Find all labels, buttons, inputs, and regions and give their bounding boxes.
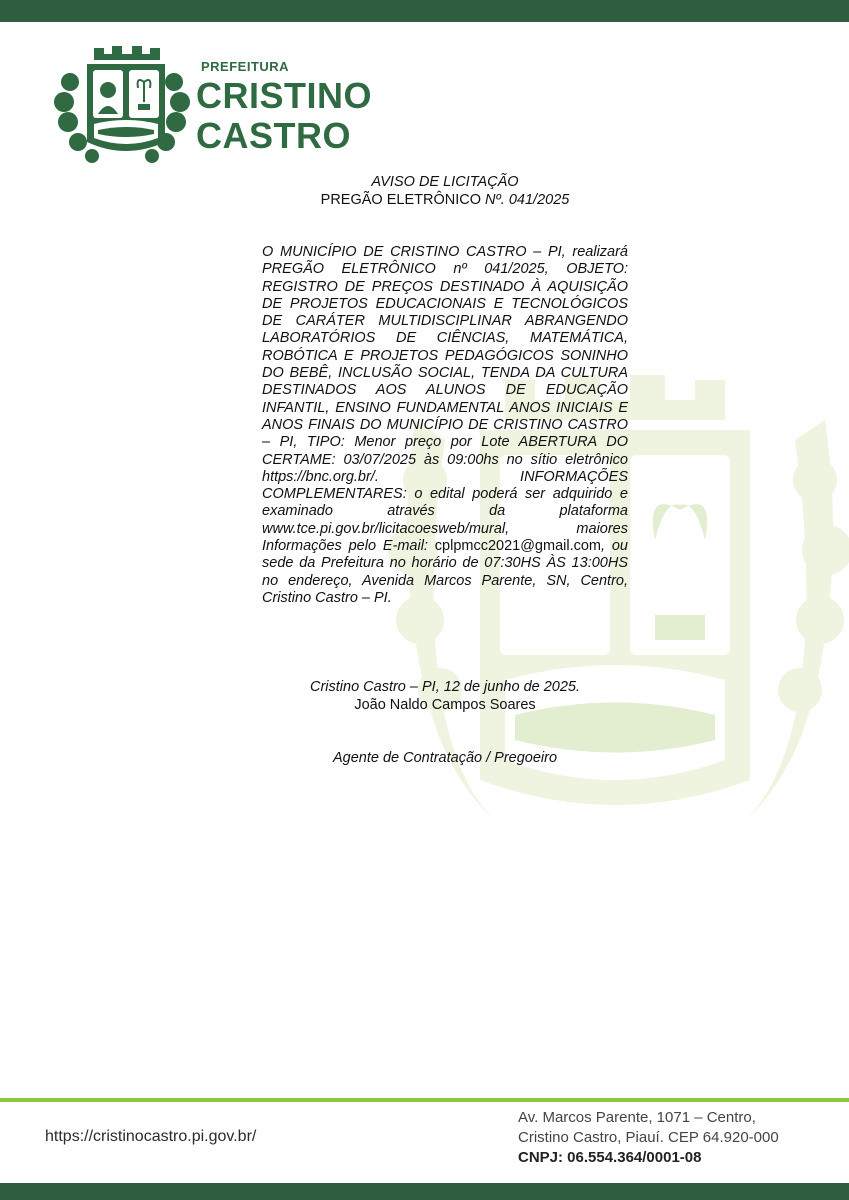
footer-address [518, 1108, 779, 1168]
notice-body [262, 244, 628, 607]
notice-subtitle [250, 191, 640, 209]
notice-email: cplpmcc2021@gmail.com [434, 538, 602, 555]
footer-address-line2: Cristino Castro, Piauí. CEP 64.920-000 [518, 1129, 779, 1146]
logo-city-name-line1: CRISTINO [196, 75, 373, 116]
bottom-bar [0, 1183, 849, 1200]
signature-block [250, 678, 640, 714]
place-date: Cristino Castro – PI, 12 de junho de 2025. [309, 679, 581, 695]
footer-address-line1: Av. Marcos Parente, 1071 – Centro, [518, 1109, 756, 1126]
notice-subtitle-upright: PREGÃO ELETRÔNICO [320, 192, 486, 208]
signatory-name: João Naldo Campos Soares [354, 697, 536, 713]
notice-subtitle-number: Nº. 041/2025 [485, 192, 570, 208]
coat-of-arms-logo [52, 42, 192, 167]
footer-cnpj: CNPJ: 06.554.364/0001-08 [518, 1149, 702, 1166]
logo-city-name-line2: CASTRO [196, 115, 351, 156]
footer-divider [0, 1098, 849, 1102]
signatory-role: Agente de Contratação / Pregoeiro [332, 750, 558, 766]
logo-city-name [196, 76, 372, 156]
notice-heading [250, 173, 640, 209]
logo-prefeitura-label: PREFEITURA [201, 59, 290, 74]
notice-body-part1: O MUNICÍPIO DE CRISTINO CASTRO – PI, realizará PREGÃO ELETRÔNICO nº 041/2025, OBJETO: REGISTRO DE PREÇOS DESTINADO À AQUISIÇÃO DE PROJETOS EDUCACIONAIS E TECNOLÓGICOS DE CARÁTER MULTIDISCIPLINAR ABRANGENDO LABORATÓRIOS DE CIÊNCIAS, MATEMÁTICA, ROBÓTICA E PROJETOS PEDAGÓGICOS SONINHO DO BEBÊ, INCLUSÃO SOCIAL, TENDA DA CULTURA DESTINADOS AOS ALUNOS DE EDUCAÇÃO INFANTIL, ENSINO FUNDAMENTAL ANOS INICIAIS E ANOS FINAIS DO MUNICÍPIO DE CRISTINO CASTRO – PI, TIPO: Menor preço por Lote ABERTURA DO CERTAME: 03/07/2025 às 09:00hs no sítio eletrônico https://bnc.org.br/. INFORMAÇÕES COMPLEMENTARES: o edital poderá ser adquirido e examinado através da plataforma www.tce.pi.gov.br/licitacoesweb/mural, maiores Informações pelo E-mail: [262, 244, 628, 555]
notice-title: AVISO DE LICITAÇÃO [371, 174, 519, 190]
notice-body-part2: , ou sede da Prefeitura no horário de 07:30HS ÀS 13:00HS no endereço, Avenida Marcos Parente, SN, Centro, Cristino Castro – PI. [262, 538, 628, 606]
footer-website: https://cristinocastro.pi.gov.br/ [45, 1128, 257, 1145]
top-bar [0, 0, 849, 22]
